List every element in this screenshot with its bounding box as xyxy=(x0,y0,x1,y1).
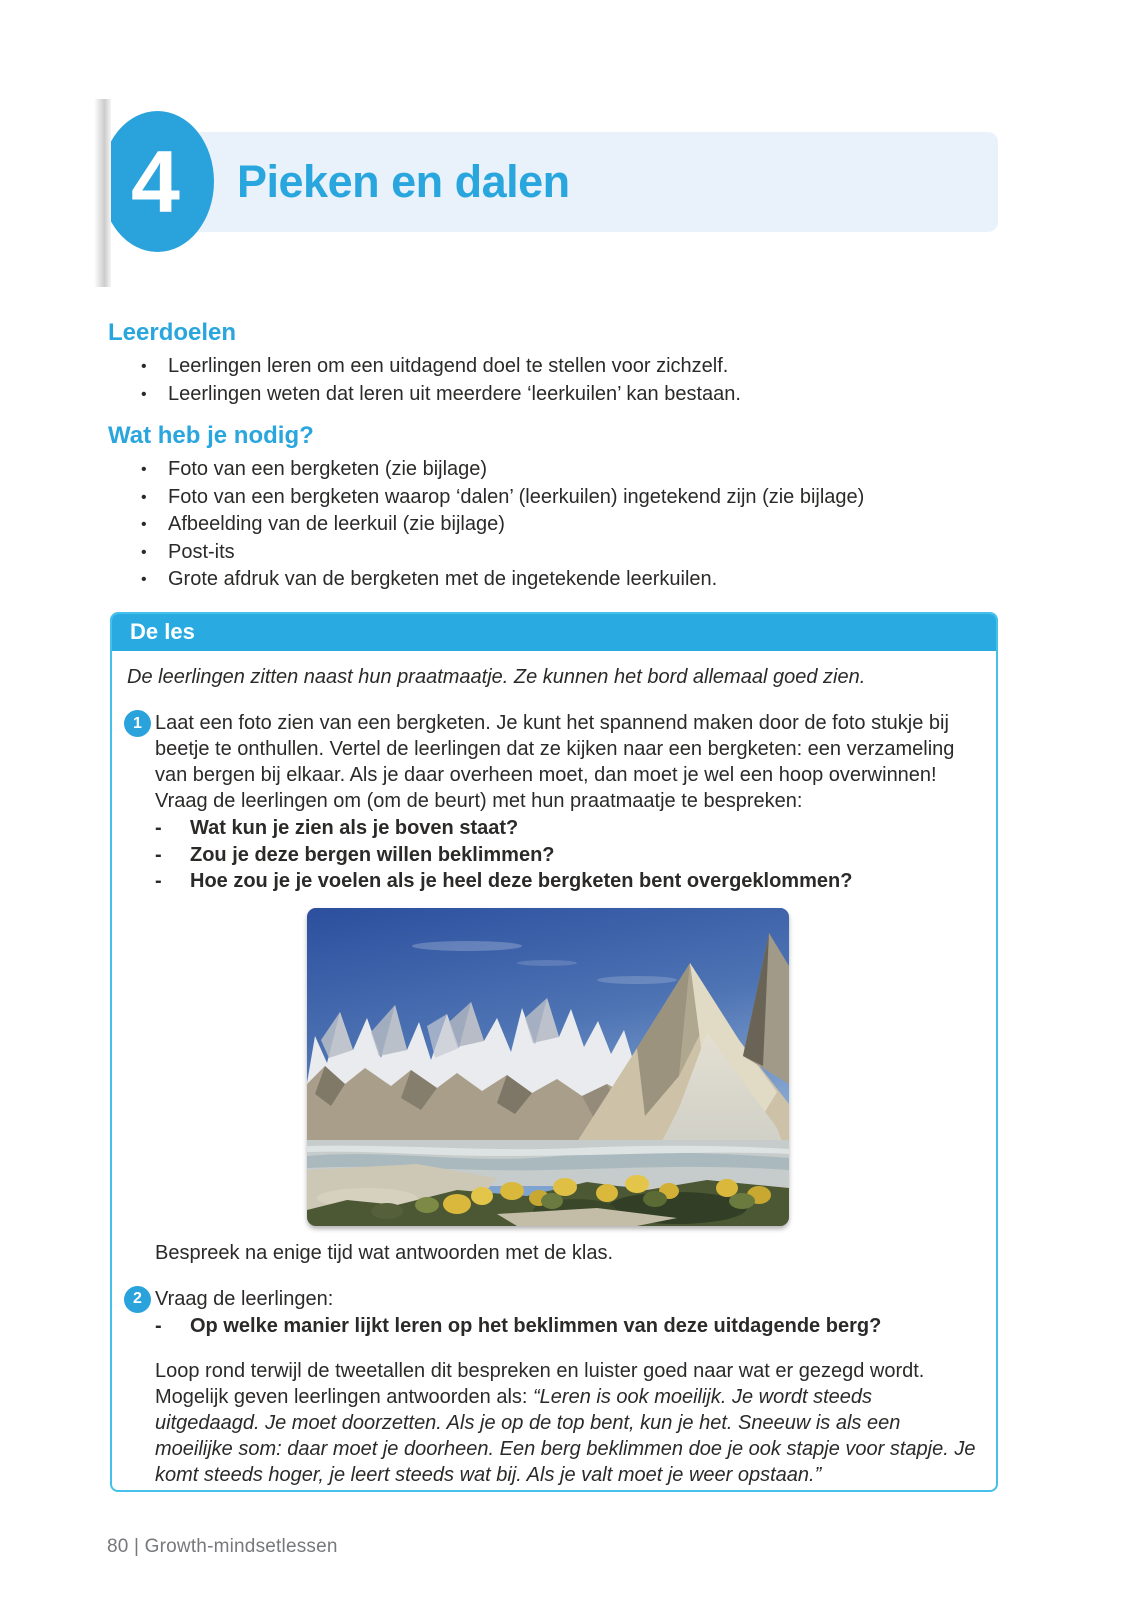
step-question-list xyxy=(155,1313,976,1340)
closing-quote: “Leren is ook moeilijk. Je wordt steeds uitgedaagd. Je moet doorzetten. Als je op de top bent, kun je het. Sneeuw is als een moeilijke som: daar moet je doorheen. Een berg beklimmen doe je ook stapje voor stapje. Je komt steeds hoger, je leert steeds wat bij. Als je valt moet je weer opstaan.” xyxy=(155,1386,976,1486)
page-title: Pieken en dalen xyxy=(237,156,570,207)
section-benodigdheden xyxy=(108,421,1008,594)
leerdoelen-list xyxy=(108,353,1008,408)
closing-paragraph xyxy=(155,1358,976,1488)
step-prompt: Vraag de leerlingen om (om de beurt) met hun praatmaatje te bespreken: xyxy=(155,790,803,812)
page-curl-shadow xyxy=(94,99,111,287)
step-paragraph: Laat een foto zien van een bergketen. Je kunt het spannend maken door de foto stukje bij beetje te onthullen. Vertel de leerlingen dat ze kijken naar een bergketen: een verzameling van bergen bij elkaar. Als je daar overheen moet, dan moet je wel een hoop overwinnen! xyxy=(155,712,955,786)
list-item: • Foto van een bergketen (zie bijlage) xyxy=(108,456,1008,484)
benodigdheden-list xyxy=(108,456,1008,594)
leerdoelen-heading: Leerdoelen xyxy=(108,319,237,346)
lesson-box-title: De les xyxy=(130,619,195,644)
chapter-number-badge xyxy=(111,111,214,252)
question-item: - Wat kun je zien als je boven staat? xyxy=(155,815,976,842)
list-item: • Leerlingen weten dat leren uit meerdere ‘leerkuilen’ kan bestaan. xyxy=(108,381,1008,409)
lesson-intro: De leerlingen zitten naast hun praatmaatje. Ze kunnen het bord allemaal goed zien. xyxy=(127,666,866,688)
list-item: • Foto van een bergketen waarop ‘dalen’ (leerkuilen) ingetekend zijn (zie bijlage) xyxy=(108,484,1008,512)
step-paragraph: Vraag de leerlingen: xyxy=(155,1287,334,1310)
question-item: - Hoe zou je je voelen als je heel deze bergketen bent overgeklommen? xyxy=(155,868,976,895)
page-footer: 80 | Growth-mindsetlessen xyxy=(107,1536,338,1557)
lesson-step-2 xyxy=(118,1286,976,1489)
list-item: • Afbeelding van de leerkuil (zie bijlage) xyxy=(108,511,1008,539)
list-item: • Leerlingen leren om een uitdagend doel te stellen voor zichzelf. xyxy=(108,353,1008,381)
step-number-badge: 2 xyxy=(124,1286,151,1313)
lesson-step-1 xyxy=(118,710,976,1266)
after-photo-text: Bespreek na enige tijd wat antwoorden met de klas. xyxy=(155,1241,614,1264)
lesson-box-header xyxy=(111,613,997,651)
benodigdheden-heading: Wat heb je nodig? xyxy=(108,422,314,449)
closing-lead: Loop rond terwijl de tweetallen dit bespreken en luister goed naar wat er gezegd wordt. Mogelijk geven leerlingen antwoorden als: xyxy=(155,1360,925,1408)
mountain-range-photo xyxy=(307,908,789,1226)
list-item: • Grote afdruk van de bergketen met de ingetekende leerkuilen. xyxy=(108,566,1008,594)
chapter-number: 4 xyxy=(131,131,180,231)
section-leerdoelen xyxy=(108,318,1008,408)
lesson-box-content xyxy=(112,664,996,1488)
lesson-box xyxy=(110,612,998,1492)
list-item: • Post-its xyxy=(108,539,1008,567)
step-number-badge: 1 xyxy=(124,710,151,737)
question-item: - Zou je deze bergen willen beklimmen? xyxy=(155,842,976,869)
chapter-number-circle xyxy=(111,111,214,252)
question-item: - Op welke manier lijkt leren op het beklimmen van deze uitdagende berg? xyxy=(155,1313,976,1340)
step-question-list xyxy=(155,815,976,895)
